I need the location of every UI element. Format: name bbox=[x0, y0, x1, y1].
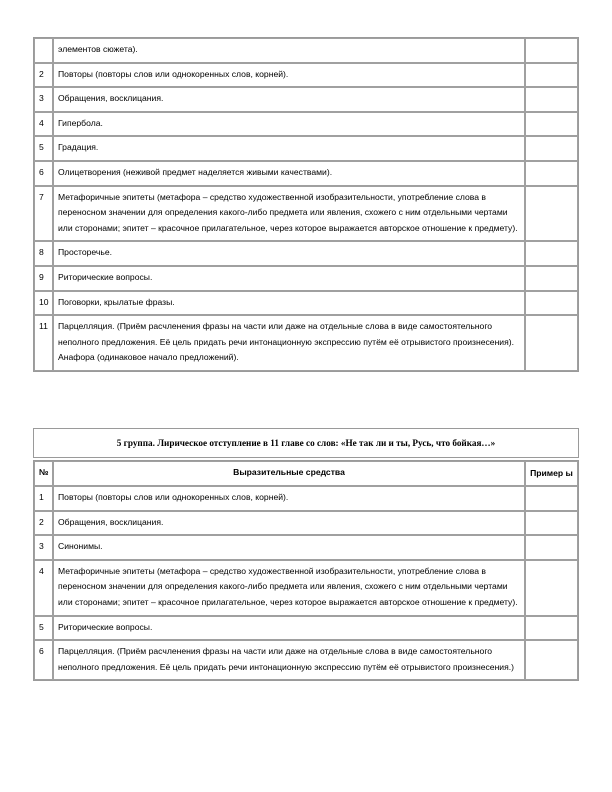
device-description-main: Парцелляция. (Приём расчленения фразы на части или даже на отдельные слова в виде самостоятельного неполного предложения. Её цель придать речи интонационную экспрессию путём её отрывистого произнесения). bbox=[58, 321, 515, 347]
row-number: 10 bbox=[34, 291, 53, 316]
row-number: 6 bbox=[34, 640, 53, 680]
group-5-heading: 5 группа. Лирическое отступление в 11 главе со слов: «Не так ли и ты, Русь, что бойкая…» bbox=[33, 428, 579, 458]
device-description bbox=[53, 315, 525, 371]
device-description: Парцелляция. (Приём расчленения фразы на части или даже на отдельные слова в виде самостоятельного неполного предложения. Её цель придать речи интонационную экспрессию путём её отрывистого произнесения.) bbox=[53, 640, 525, 680]
example-cell[interactable] bbox=[525, 112, 578, 137]
device-description: Поговорки, крылатые фразы. bbox=[53, 291, 525, 316]
row-number: 2 bbox=[34, 63, 53, 88]
example-cell[interactable] bbox=[525, 186, 578, 242]
device-description: Просторечье. bbox=[53, 241, 525, 266]
table-row bbox=[34, 241, 578, 266]
device-description: Повторы (повторы слов или однокоренных слов, корней). bbox=[53, 63, 525, 88]
table-row bbox=[34, 511, 578, 536]
row-number: 9 bbox=[34, 266, 53, 291]
example-cell[interactable] bbox=[525, 38, 578, 63]
device-description: Обращения, восклицания. bbox=[53, 87, 525, 112]
row-number: 2 bbox=[34, 511, 53, 536]
example-cell[interactable] bbox=[525, 616, 578, 641]
example-cell[interactable] bbox=[525, 241, 578, 266]
device-description: Синонимы. bbox=[53, 535, 525, 560]
device-description: Метафоричные эпитеты (метафора – средство художественной изобразительности, употребление слова в переносном значении для определения какого-либо предмета или явления, схожего с ним отдельными чертами или сторонами; эпитет – красочное прилагательное, через которое выражается авторское отношение к предмету). bbox=[53, 560, 525, 616]
device-description: Метафоричные эпитеты (метафора – средство художественной изобразительности, употребление слова в переносном значении для определения какого-либо предмета или явления, схожего с ним отдельными чертами или сторонами; эпитет – красочное прилагательное, через которое выражается авторское отношение к предмету). bbox=[53, 186, 525, 242]
device-description: Повторы (повторы слов или однокоренных слов, корней). bbox=[53, 486, 525, 511]
device-description: элементов сюжета). bbox=[53, 38, 525, 63]
example-cell[interactable] bbox=[525, 560, 578, 616]
row-number: 4 bbox=[34, 112, 53, 137]
table-row bbox=[34, 161, 578, 186]
example-cell[interactable] bbox=[525, 640, 578, 680]
device-description: Риторические вопросы. bbox=[53, 266, 525, 291]
table-header-row bbox=[34, 461, 578, 486]
table-row bbox=[34, 112, 578, 137]
table-row bbox=[34, 640, 578, 680]
header-number: № bbox=[34, 461, 53, 486]
table-row bbox=[34, 616, 578, 641]
example-cell[interactable] bbox=[525, 291, 578, 316]
table-row bbox=[34, 560, 578, 616]
row-number: 8 bbox=[34, 241, 53, 266]
device-description-extra: Анафора (одинаковое начало предложений). bbox=[58, 352, 239, 363]
device-description: Градация. bbox=[53, 136, 525, 161]
example-cell[interactable] bbox=[525, 87, 578, 112]
row-number: 11 bbox=[34, 315, 53, 371]
row-number: 5 bbox=[34, 136, 53, 161]
example-cell[interactable] bbox=[525, 266, 578, 291]
device-description: Олицетворения (неживой предмет наделяется живыми качествами). bbox=[53, 161, 525, 186]
table-row bbox=[34, 87, 578, 112]
row-number bbox=[34, 38, 53, 63]
example-cell[interactable] bbox=[525, 63, 578, 88]
example-cell[interactable] bbox=[525, 315, 578, 371]
header-means: Выразительные средства bbox=[53, 461, 525, 486]
example-cell[interactable] bbox=[525, 161, 578, 186]
table-row bbox=[34, 186, 578, 242]
row-number: 6 bbox=[34, 161, 53, 186]
row-number: 7 bbox=[34, 186, 53, 242]
row-number: 4 bbox=[34, 560, 53, 616]
table-row bbox=[34, 136, 578, 161]
table-row bbox=[34, 315, 578, 371]
header-example: Пример ы bbox=[525, 461, 578, 486]
table-row bbox=[34, 266, 578, 291]
table-row bbox=[34, 63, 578, 88]
devices-table-group5 bbox=[33, 460, 579, 681]
device-description: Риторические вопросы. bbox=[53, 616, 525, 641]
example-cell[interactable] bbox=[525, 486, 578, 511]
table-row bbox=[34, 291, 578, 316]
example-cell[interactable] bbox=[525, 511, 578, 536]
device-description: Гипербола. bbox=[53, 112, 525, 137]
row-number: 5 bbox=[34, 616, 53, 641]
device-description: Обращения, восклицания. bbox=[53, 511, 525, 536]
table-row bbox=[34, 486, 578, 511]
table-row bbox=[34, 535, 578, 560]
row-number: 3 bbox=[34, 87, 53, 112]
example-cell[interactable] bbox=[525, 136, 578, 161]
row-number: 3 bbox=[34, 535, 53, 560]
row-number: 1 bbox=[34, 486, 53, 511]
devices-table-group4 bbox=[33, 37, 579, 372]
example-cell[interactable] bbox=[525, 535, 578, 560]
table-row bbox=[34, 38, 578, 63]
